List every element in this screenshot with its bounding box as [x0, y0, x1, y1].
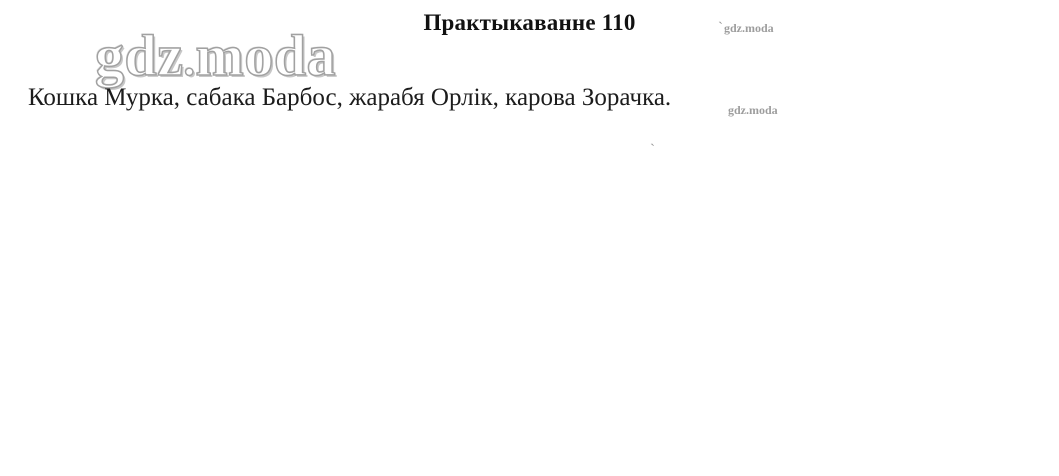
- watermark-small-top: gdz.moda: [724, 21, 774, 35]
- watermark-tick-top: ˋ: [718, 20, 723, 36]
- answer-text: Кошка Мурка, сабака Барбос, жарабя Орлік, карова Зорачка.: [28, 84, 672, 111]
- watermark-small-middle: gdz.moda: [728, 103, 778, 117]
- page-title: Практыкаванне 110: [423, 10, 636, 35]
- watermark-logo-suffix: moda: [195, 23, 337, 88]
- watermark-logo-main: gdz: [95, 23, 184, 88]
- watermark-logo-dot: .: [183, 34, 196, 85]
- watermark-tick-center: ˋ: [650, 142, 655, 158]
